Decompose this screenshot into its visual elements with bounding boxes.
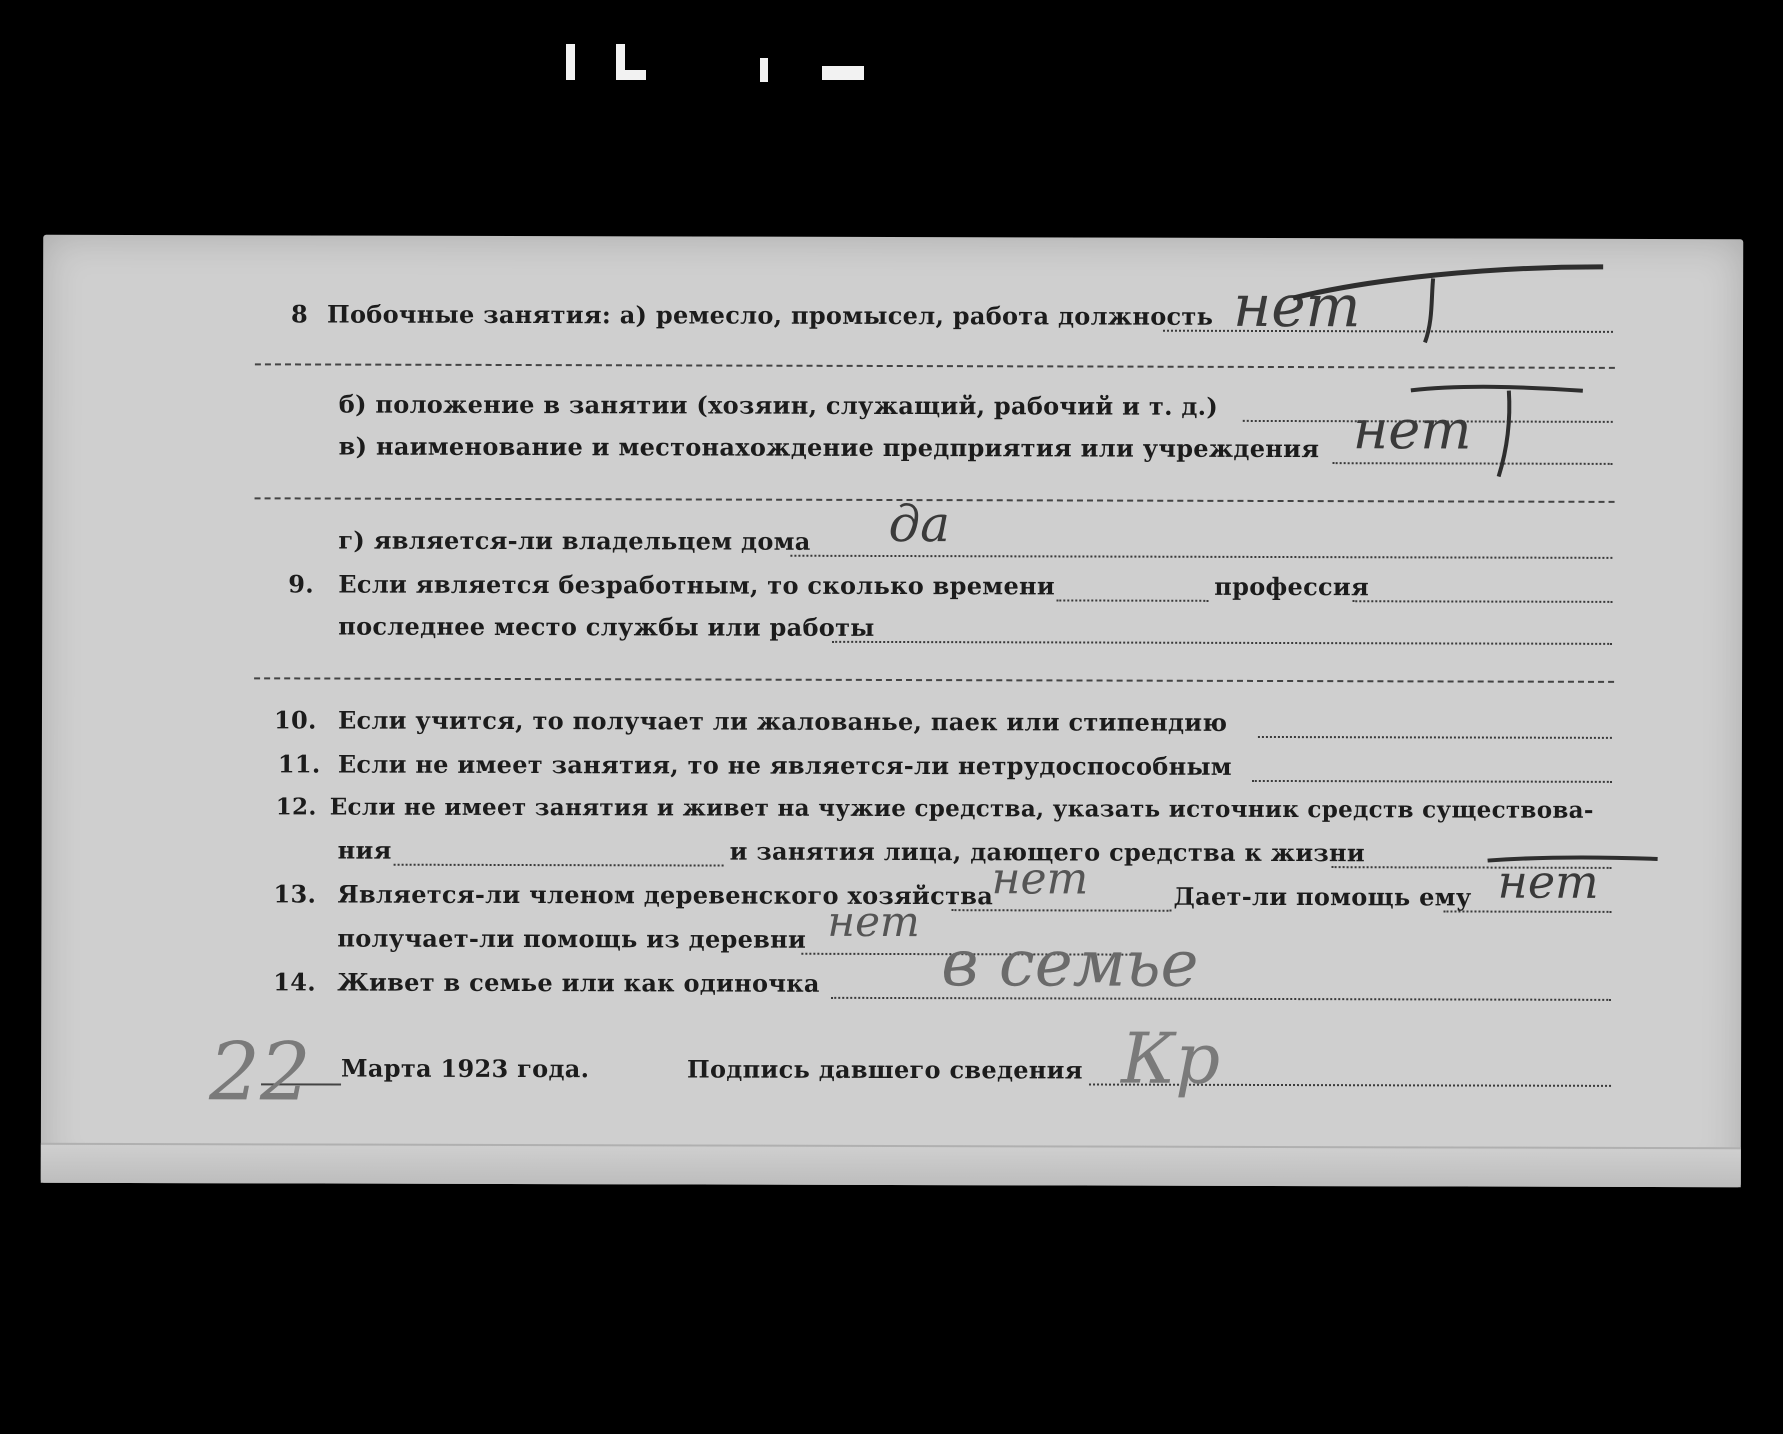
questionnaire-card: [41, 235, 1743, 1187]
hw-q8v-stroke: [1403, 376, 1603, 487]
hw-q13-member: нет: [991, 853, 1089, 905]
q8a-line: [290, 299, 1214, 331]
q13-gives-line: [1173, 881, 1472, 912]
hw-q14: в семье: [941, 927, 1199, 1002]
q9-line: [288, 569, 1056, 601]
hw-signature: Кр: [1120, 1017, 1221, 1100]
q12-number: 12.: [275, 793, 317, 821]
q11-line: [277, 749, 1233, 781]
hw-q13-gives: нет: [1497, 854, 1599, 909]
q12-cont-a: ния: [337, 835, 392, 865]
q13-gives-label: Дает-ли помощь ему: [1173, 881, 1472, 912]
hw-q13-gets: нет: [827, 896, 920, 947]
q10-number: 10.: [273, 705, 317, 735]
q12-line: [276, 793, 1594, 822]
hw-day: 22: [208, 1025, 311, 1119]
q14-line: [273, 967, 820, 998]
q12-label: Если не имеет занятия и живет на чужие средства, указать источник средств существова-: [329, 793, 1594, 824]
q13-member-fill: [951, 909, 1171, 912]
q9-profession-label: профессия: [1214, 571, 1370, 602]
frame-mark: [616, 70, 646, 80]
q11-number: 11.: [277, 749, 321, 779]
q14-label: Живет в семье или как одиночка: [337, 967, 820, 998]
hw-q8a-stroke: [1283, 238, 1623, 349]
q12-cont-b: и занятия лица, дающего средства к жизни: [729, 836, 1366, 868]
q12-cont-line: [337, 835, 392, 865]
q8v-line: [338, 431, 1320, 464]
q8v-label: в) наименование и местонахождение предприятия или учреждения: [338, 431, 1320, 464]
q9-label: Если является безработным, то сколько времени: [338, 569, 1056, 601]
signature-line: [687, 1054, 1083, 1085]
q8b-line: [338, 389, 1219, 421]
date-line: [341, 1053, 590, 1084]
q8g-fill: [790, 555, 1612, 559]
q9-last-place-fill: [832, 641, 1612, 645]
signature-label: Подпись давшего сведения: [687, 1054, 1083, 1085]
q9-last-place-label: последнее место службы или работы: [338, 611, 875, 642]
q13-gets-line: [337, 923, 807, 954]
q9-number: 9.: [288, 569, 315, 599]
q13-gets-label: получает-ли помощь из деревни: [337, 923, 807, 954]
hw-q8g: да: [888, 494, 951, 554]
q11-label: Если не имеет занятия, то не является-ли нетрудоспособным: [337, 749, 1233, 781]
frame-mark: [760, 58, 768, 82]
q9-profession: [1214, 571, 1370, 602]
q12-source-fill: [394, 864, 724, 867]
q14-number: 14.: [273, 967, 316, 997]
q8-rule: [255, 363, 1615, 369]
q9-time-fill: [1056, 599, 1208, 601]
q10-line: [273, 705, 1228, 737]
q11-fill: [1252, 780, 1612, 783]
q10-label: Если учится, то получает ли жалованье, паек или стипендию: [337, 705, 1228, 737]
q8g-label: г) является-ли владельцем дома: [338, 525, 811, 556]
q8b-label: б) положение в занятии (хозяин, служащий, рабочий и т. д.): [338, 389, 1219, 421]
q13-number: 13.: [273, 879, 317, 909]
date-label: Марта 1923 года.: [341, 1053, 590, 1084]
q9-profession-fill: [1352, 600, 1612, 603]
frame-mark: [566, 44, 575, 80]
q9-rule: [254, 677, 1614, 683]
q8-number: 8: [290, 299, 309, 329]
q8a-label: Побочные занятия: а) ремесло, промысел, работа должность: [326, 299, 1214, 331]
hw-q13-stroke: [1481, 851, 1661, 911]
q10-fill: [1258, 736, 1612, 739]
q13-label: Является-ли членом деревенского хозяйства: [337, 879, 994, 911]
frame-mark: [822, 66, 864, 80]
hw-q8v: нет: [1352, 398, 1472, 462]
q8g-line: [338, 525, 811, 556]
hw-q8a: нет: [1232, 271, 1361, 341]
q9-last-place-line: [338, 611, 875, 642]
